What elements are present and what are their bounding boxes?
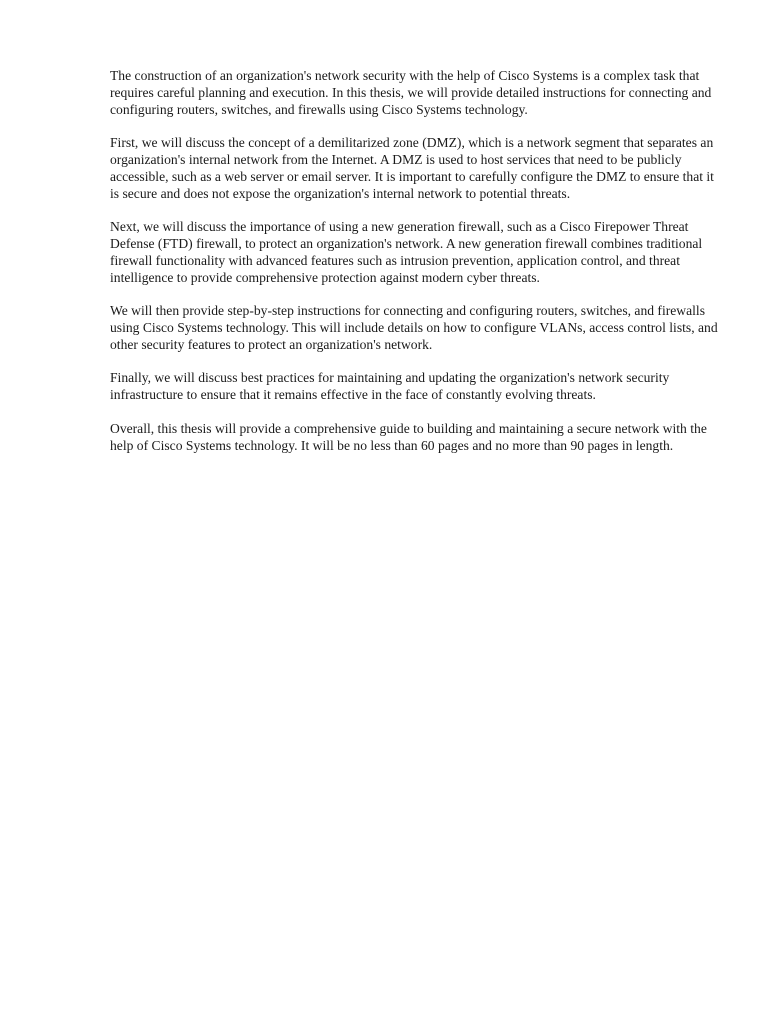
paragraph-dmz: First, we will discuss the concept of a demilitarized zone (DMZ), which is a network segment that separates an organization's internal network from the Internet. A DMZ is used to host services that need to be publicly accessible, such as a web server or email server. It is important to carefully configure the DMZ to ensure that it is secure and does not expose the organization's internal network to potential threats.: [110, 135, 714, 201]
paragraph-introduction: The construction of an organization's network security with the help of Cisco Systems is a complex task that requires careful planning and execution. In this thesis, we will provide detailed instructions for connecting and configuring routers, switches, and firewalls using Cisco Systems technology.: [110, 68, 712, 117]
document-body: [110, 68, 720, 471]
paragraph-overall: Overall, this thesis will provide a comprehensive guide to building and maintaining a secure network with the help of Cisco Systems technology. It will be no less than 60 pages and no more than 90 pages in length.: [110, 420, 707, 453]
paragraph-instructions: We will then provide step-by-step instructions for connecting and configuring routers, switches, and firewalls using Cisco Systems technology. This will include details on how to configure VLANs, access control lists, and other security features to protect an organization's network.: [110, 303, 718, 352]
paragraph-firewall: Next, we will discuss the importance of using a new generation firewall, such as a Cisco Firepower Threat Defense (FTD) firewall, to protect an organization's network. A new generation firewall combines traditional firewall functionality with advanced features such as intrusion prevention, application control, and threat intelligence to provide comprehensive protection against modern cyber threats.: [110, 219, 703, 285]
paragraph-best-practices: Finally, we will discuss best practices for maintaining and updating the organization's network security infrastructure to ensure that it remains effective in the face of constantly evolving threats.: [110, 370, 670, 403]
